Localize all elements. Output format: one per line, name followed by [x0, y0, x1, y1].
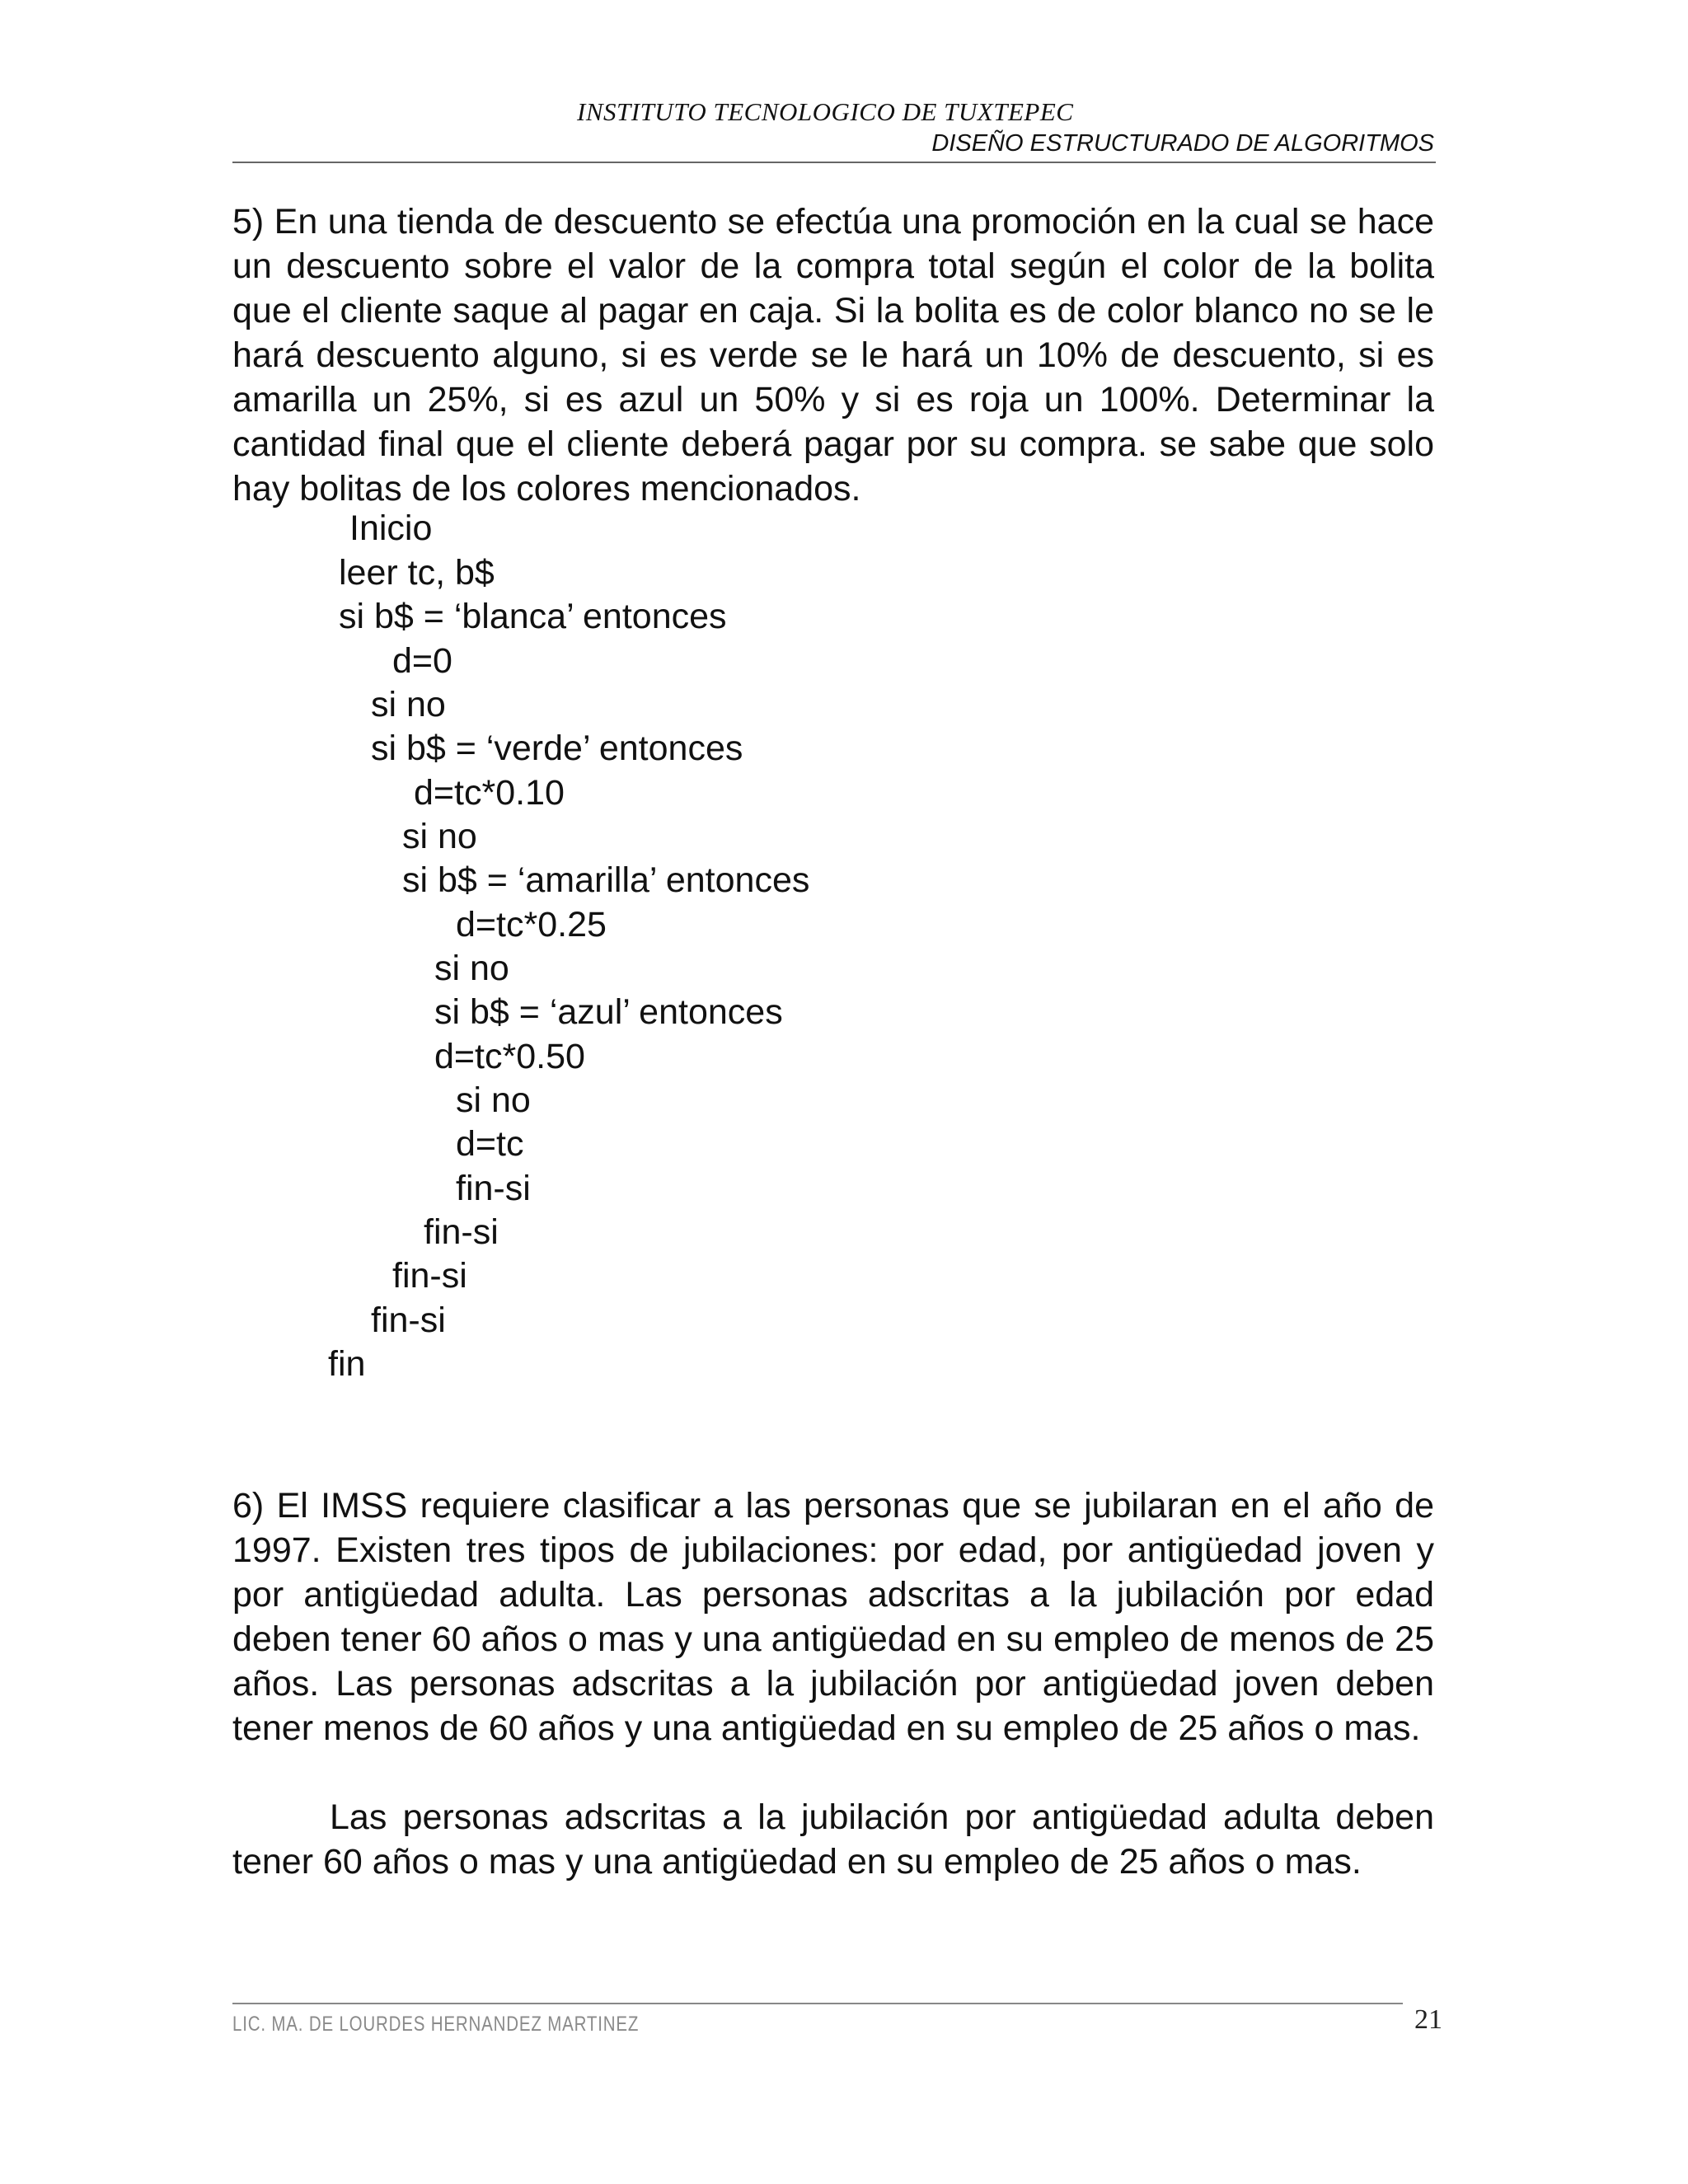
code-line: d=tc: [456, 1124, 524, 1164]
code-line: si no: [402, 817, 477, 856]
header-divider: [232, 162, 1436, 163]
code-line: si b$ = ‘blanca’ entonces: [339, 597, 727, 636]
footer-divider: [232, 2003, 1403, 2004]
page-number: 21: [1414, 2004, 1442, 2035]
code-line: fin-si: [424, 1212, 499, 1252]
code-line: d=tc*0.50: [434, 1037, 585, 1076]
code-line: si no: [456, 1080, 531, 1120]
header-course: DISEÑO ESTRUCTURADO DE ALGORITMOS: [931, 130, 1434, 157]
code-line: Inicio: [349, 509, 433, 548]
code-line: fin-si: [371, 1301, 446, 1340]
code-line: d=0: [392, 641, 452, 681]
header-institution: INSTITUTO TECNOLOGICO DE TUXTEPEC: [577, 97, 1074, 126]
code-line: si b$ = ‘amarilla’ entonces: [402, 860, 810, 900]
code-line: si no: [371, 685, 446, 724]
code-line: leer tc, b$: [339, 553, 495, 593]
code-line: si no: [434, 949, 509, 988]
code-line: d=tc*0.25: [456, 905, 607, 944]
code-line: d=tc*0.10: [414, 773, 565, 813]
code-line: fin: [328, 1344, 366, 1384]
code-line: si b$ = ‘azul’ entonces: [434, 992, 783, 1032]
footer-author: LIC. MA. DE LOURDES HERNANDEZ MARTINEZ: [232, 2013, 640, 2036]
code-line: si b$ = ‘verde’ entonces: [371, 729, 743, 768]
problem-6-continuation: Las personas adscritas a la jubilación por antigüedad adulta deben tener 60 años o mas y una antigüedad en su empleo de 25 años o mas.: [232, 1797, 1434, 1882]
problem-5-statement: 5) En una tienda de descuento se efectúa una promoción en la cual se hace un descuento sobre el valor de la compra total según el color de la bolita que el cliente saque al pagar en caja. Si la bolita es de color blanco no se le hará descuento alguno, si es verde se le hará un 10% de descuento, si es amarilla un 25%, si es azul un 50% y si es roja un 100%. Determinar la cantidad final que el cliente deberá pagar por su compra. se sabe que solo hay bolitas de los colores mencionados.: [232, 202, 1434, 509]
code-line: fin-si: [392, 1256, 467, 1296]
problem-6-statement: 6) El IMSS requiere clasificar a las personas que se jubilaran en el año de 1997. Existen tres tipos de jubilaciones: por edad, por antigüedad joven y por antigüedad adulta. Las personas adscritas a la jubilación por edad deben tener 60 años o mas y una antigüedad en su empleo de menos de 25 años. Las personas adscritas a la jubilación por antigüedad joven deben tener menos de 60 años y una antigüedad en su empleo de 25 años o mas.: [232, 1486, 1434, 1748]
code-line: fin-si: [456, 1169, 531, 1208]
